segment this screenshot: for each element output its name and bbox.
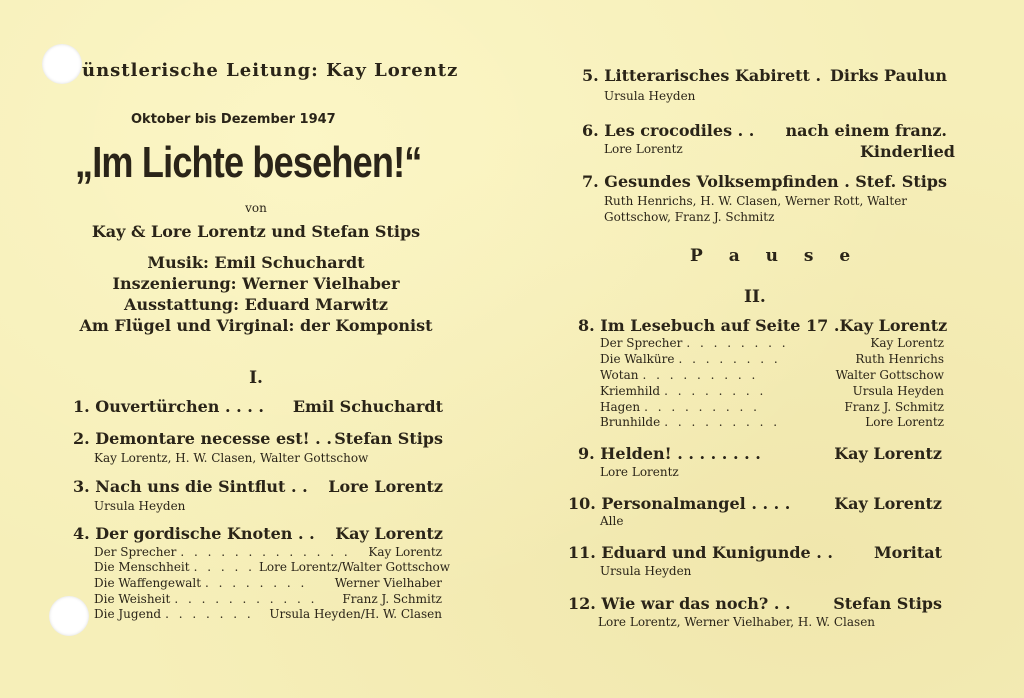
program-item-8	[578, 316, 948, 335]
pause-heading: P a u s e	[690, 246, 861, 266]
item-cast: Lore Lorentz, Werner Vielhaber, H. W. Clasen	[598, 615, 876, 629]
item-author: Kay Lorentz	[839, 316, 948, 335]
program-item-12	[568, 594, 942, 613]
item-author: Kay Lorentz	[834, 444, 942, 463]
part-two-heading: II.	[744, 287, 766, 307]
role-row: Wotan . . . . . . . . . Walter Gottschow	[600, 368, 944, 382]
item-cast: Lore Lorentz	[600, 465, 679, 479]
item-title: 5. Litterarisches Kabirett .	[582, 66, 822, 85]
item-cast: Lore Lorentz	[604, 142, 683, 156]
program-item-11	[568, 543, 942, 562]
program-item-7	[582, 172, 947, 191]
item-title: 12. Wie war das noch? . .	[568, 594, 791, 613]
artistic-director: ünstlerische Leitung: Kay Lorentz	[82, 60, 459, 81]
role-row: Die Waffengewalt . . . . . . . . Werner Vielhaber	[94, 576, 442, 590]
program-item-3	[73, 477, 443, 496]
item-cast: Ursula Heyden	[604, 89, 696, 103]
program-item-10	[568, 494, 942, 513]
role-row: Kriemhild . . . . . . . . Ursula Heyden	[600, 384, 944, 398]
role-row: Die Walküre . . . . . . . . Ruth Henrichs	[600, 352, 944, 366]
item-author-line2: Kinderlied	[860, 142, 955, 161]
program-item-5	[582, 66, 947, 85]
item-author: nach einem franz.	[785, 121, 947, 140]
period: Oktober bis Dezember 1947	[131, 112, 336, 127]
item-cast: Kay Lorentz, H. W. Clasen, Walter Gottschow	[94, 451, 369, 465]
item-cast: Ursula Heyden	[94, 499, 186, 513]
item-title: 9. Helden! . . . . . . . .	[578, 444, 761, 463]
item-author: Stefan Stips	[833, 594, 942, 613]
item-author: Lore Lorentz	[328, 477, 443, 496]
item-title: 3. Nach uns die Sintflut . .	[73, 477, 308, 496]
credit-piano: Am Flügel und Virginal: der Komponist	[79, 316, 433, 335]
item-author: Stefan Stips	[334, 429, 443, 448]
item-author: Kay Lorentz	[834, 494, 942, 513]
item-cast: Alle	[600, 514, 624, 528]
role-row: Hagen . . . . . . . . . Franz J. Schmitz	[600, 400, 944, 414]
punch-hole-top	[42, 44, 82, 84]
item-title: 4. Der gordische Knoten . .	[73, 524, 315, 543]
role-row: Brunhilde . . . . . . . . . Lore Lorentz	[600, 415, 944, 429]
credit-design: Ausstattung: Eduard Marwitz	[124, 295, 388, 314]
item-title: 2. Demontare necesse est! . .	[73, 429, 332, 448]
item-author: Stef. Stips	[855, 172, 947, 191]
role-row: Die Menschheit . . . . . Lore Lorentz/Walter Gottschow	[94, 560, 451, 574]
item-title: 10. Personalmangel . . . .	[568, 494, 791, 513]
credit-staging: Inszenierung: Werner Vielhaber	[112, 274, 400, 293]
program-item-2	[73, 429, 443, 448]
item-author: Moritat	[873, 543, 942, 562]
item-author: Dirks Paulun	[830, 66, 947, 85]
item-title: 7. Gesundes Volksempfinden .	[582, 172, 850, 191]
credit-music: Musik: Emil Schuchardt	[147, 253, 365, 272]
item-author: Emil Schuchardt	[292, 397, 443, 416]
punch-hole-bottom	[49, 596, 89, 636]
von-label: von	[245, 201, 267, 215]
item-cast-line2: Gottschow, Franz J. Schmitz	[604, 210, 775, 224]
item-title: 8. Im Lesebuch auf Seite 17 .	[578, 316, 840, 335]
item-title: 1. Ouvertürchen . . . .	[73, 397, 264, 416]
program-item-6	[582, 121, 947, 140]
item-title: 11. Eduard und Kunigunde . .	[568, 543, 833, 562]
program-item-1	[73, 397, 443, 416]
authors: Kay & Lore Lorentz und Stefan Stips	[91, 222, 421, 241]
role-row: Der Sprecher . . . . . . . . . . . . . Kay Lorentz	[94, 545, 442, 559]
item-cast: Ruth Henrichs, H. W. Clasen, Werner Rott, Walter	[604, 194, 908, 208]
item-cast: Ursula Heyden	[600, 564, 692, 578]
item-title: 6. Les crocodiles . .	[582, 121, 755, 140]
program-title: „Im Lichte besehen!“	[75, 138, 422, 187]
part-one-heading: I.	[249, 368, 263, 388]
role-row: Die Jugend . . . . . . . Ursula Heyden/H. W. Clasen	[94, 607, 442, 621]
role-row: Die Weisheit . . . . . . . . . . . Franz J. Schmitz	[94, 592, 442, 606]
item-author: Kay Lorentz	[335, 524, 443, 543]
role-row: Der Sprecher . . . . . . . . Kay Lorentz	[600, 336, 944, 350]
program-item-4	[73, 524, 443, 543]
program-item-9	[578, 444, 942, 463]
